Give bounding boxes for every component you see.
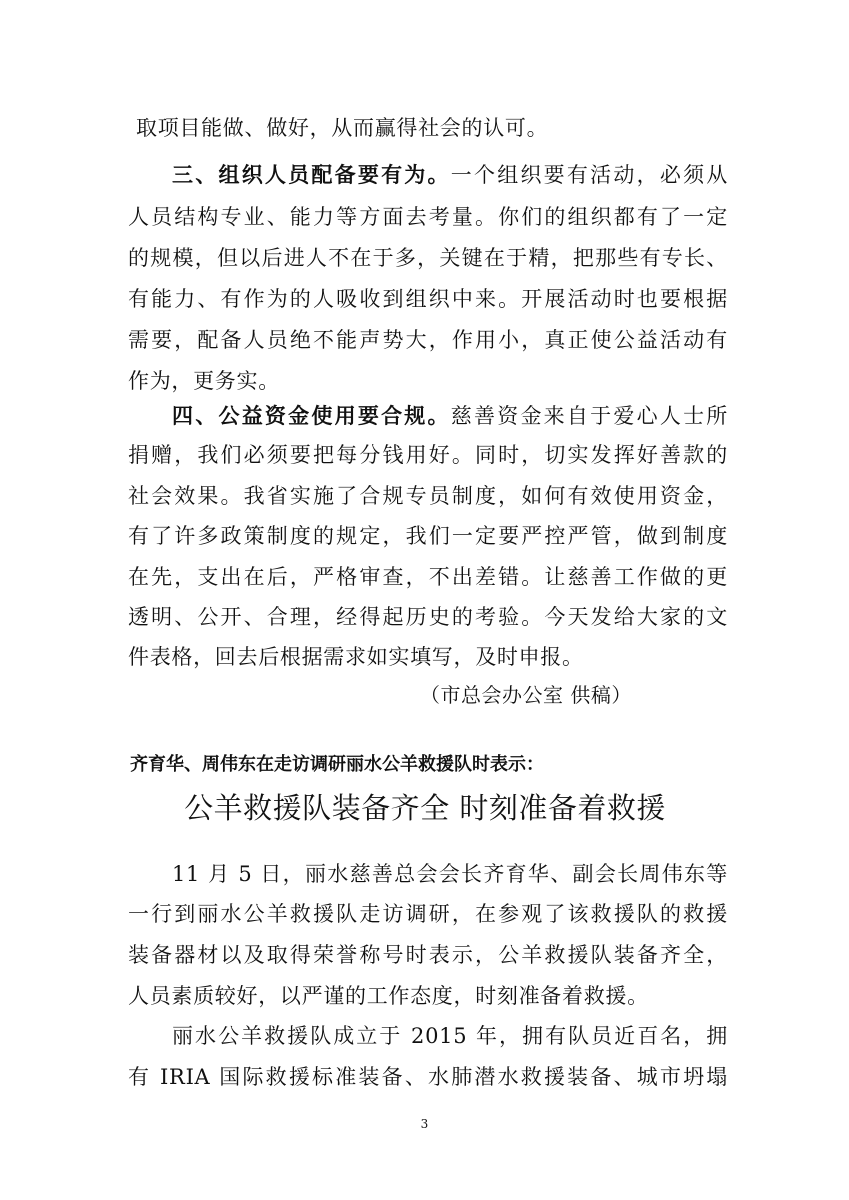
article-body-line: 有 IRIA 国际救援标准装备、水肺潜水救援装备、城市坍塌 bbox=[128, 1065, 728, 1089]
section-three-first-line bbox=[172, 161, 728, 189]
body-line: 的规模，但以后进人不在于多，关键在于精，把那些有专长、 bbox=[128, 246, 728, 270]
body-line: 有能力、有作为的人吸收到组织中来。开展活动时也要根据 bbox=[128, 287, 728, 311]
page-number: 3 bbox=[420, 1117, 429, 1131]
body-line: 需要，配备人员绝不能声势大，作用小，真正使公益活动有 bbox=[128, 328, 728, 352]
body-line: 件表格，回去后根据需求如实填写，及时申报。 bbox=[128, 645, 584, 669]
source-credit: （市总会办公室 供稿） bbox=[420, 683, 632, 707]
article-kicker: 齐育华、周伟东在走访调研丽水公羊救援队时表示： bbox=[130, 754, 544, 775]
body-line: 社会效果。我省实施了合规专员制度，如何有效使用资金， bbox=[128, 484, 728, 508]
body-line: 作为，更务实。 bbox=[128, 369, 280, 393]
article-body-line: 丽水公羊救援队成立于 2015 年，拥有队员近百名，拥 bbox=[172, 1024, 728, 1048]
section-three-heading: 三、组织人员配备要有为。 bbox=[172, 163, 451, 187]
body-line: 在先，支出在后，严格审查，不出差错。让慈善工作做的更 bbox=[128, 565, 728, 589]
article-headline: 公羊救援队装备齐全 时刻准备着救援 bbox=[184, 791, 666, 825]
section-four-heading: 四、公益资金使用要合规。 bbox=[172, 404, 451, 428]
opening-line: 取项目能做、做好，从而赢得社会的认可。 bbox=[136, 116, 549, 140]
section-three-text: 一个组织要有活动，必须从 bbox=[450, 163, 728, 187]
body-line: 透明、公开、合理，经得起历史的考验。今天发给大家的文 bbox=[128, 605, 728, 629]
article-body-line: 人员素质较好，以严谨的工作态度，时刻准备着救援。 bbox=[128, 984, 649, 1008]
article-body-line: 一行到丽水公羊救援队走访调研，在参观了该救援队的救援 bbox=[128, 902, 728, 926]
body-line: 捐赠，我们必须要把每分钱用好。同时，切实发挥好善款的 bbox=[128, 443, 728, 467]
article-body-line: 11 月 5 日，丽水慈善总会会长齐育华、副会长周伟东等 bbox=[172, 862, 728, 886]
section-four-first-line bbox=[172, 402, 728, 430]
section-four-text: 慈善资金来自于爱心人士所 bbox=[450, 404, 728, 428]
body-line: 人员结构专业、能力等方面去考量。你们的组织都有了一定 bbox=[128, 205, 728, 229]
article-body-line: 装备器材以及取得荣誉称号时表示，公羊救援队装备齐全， bbox=[128, 943, 728, 967]
body-line: 有了许多政策制度的规定，我们一定要严控严管，做到制度 bbox=[128, 524, 728, 548]
